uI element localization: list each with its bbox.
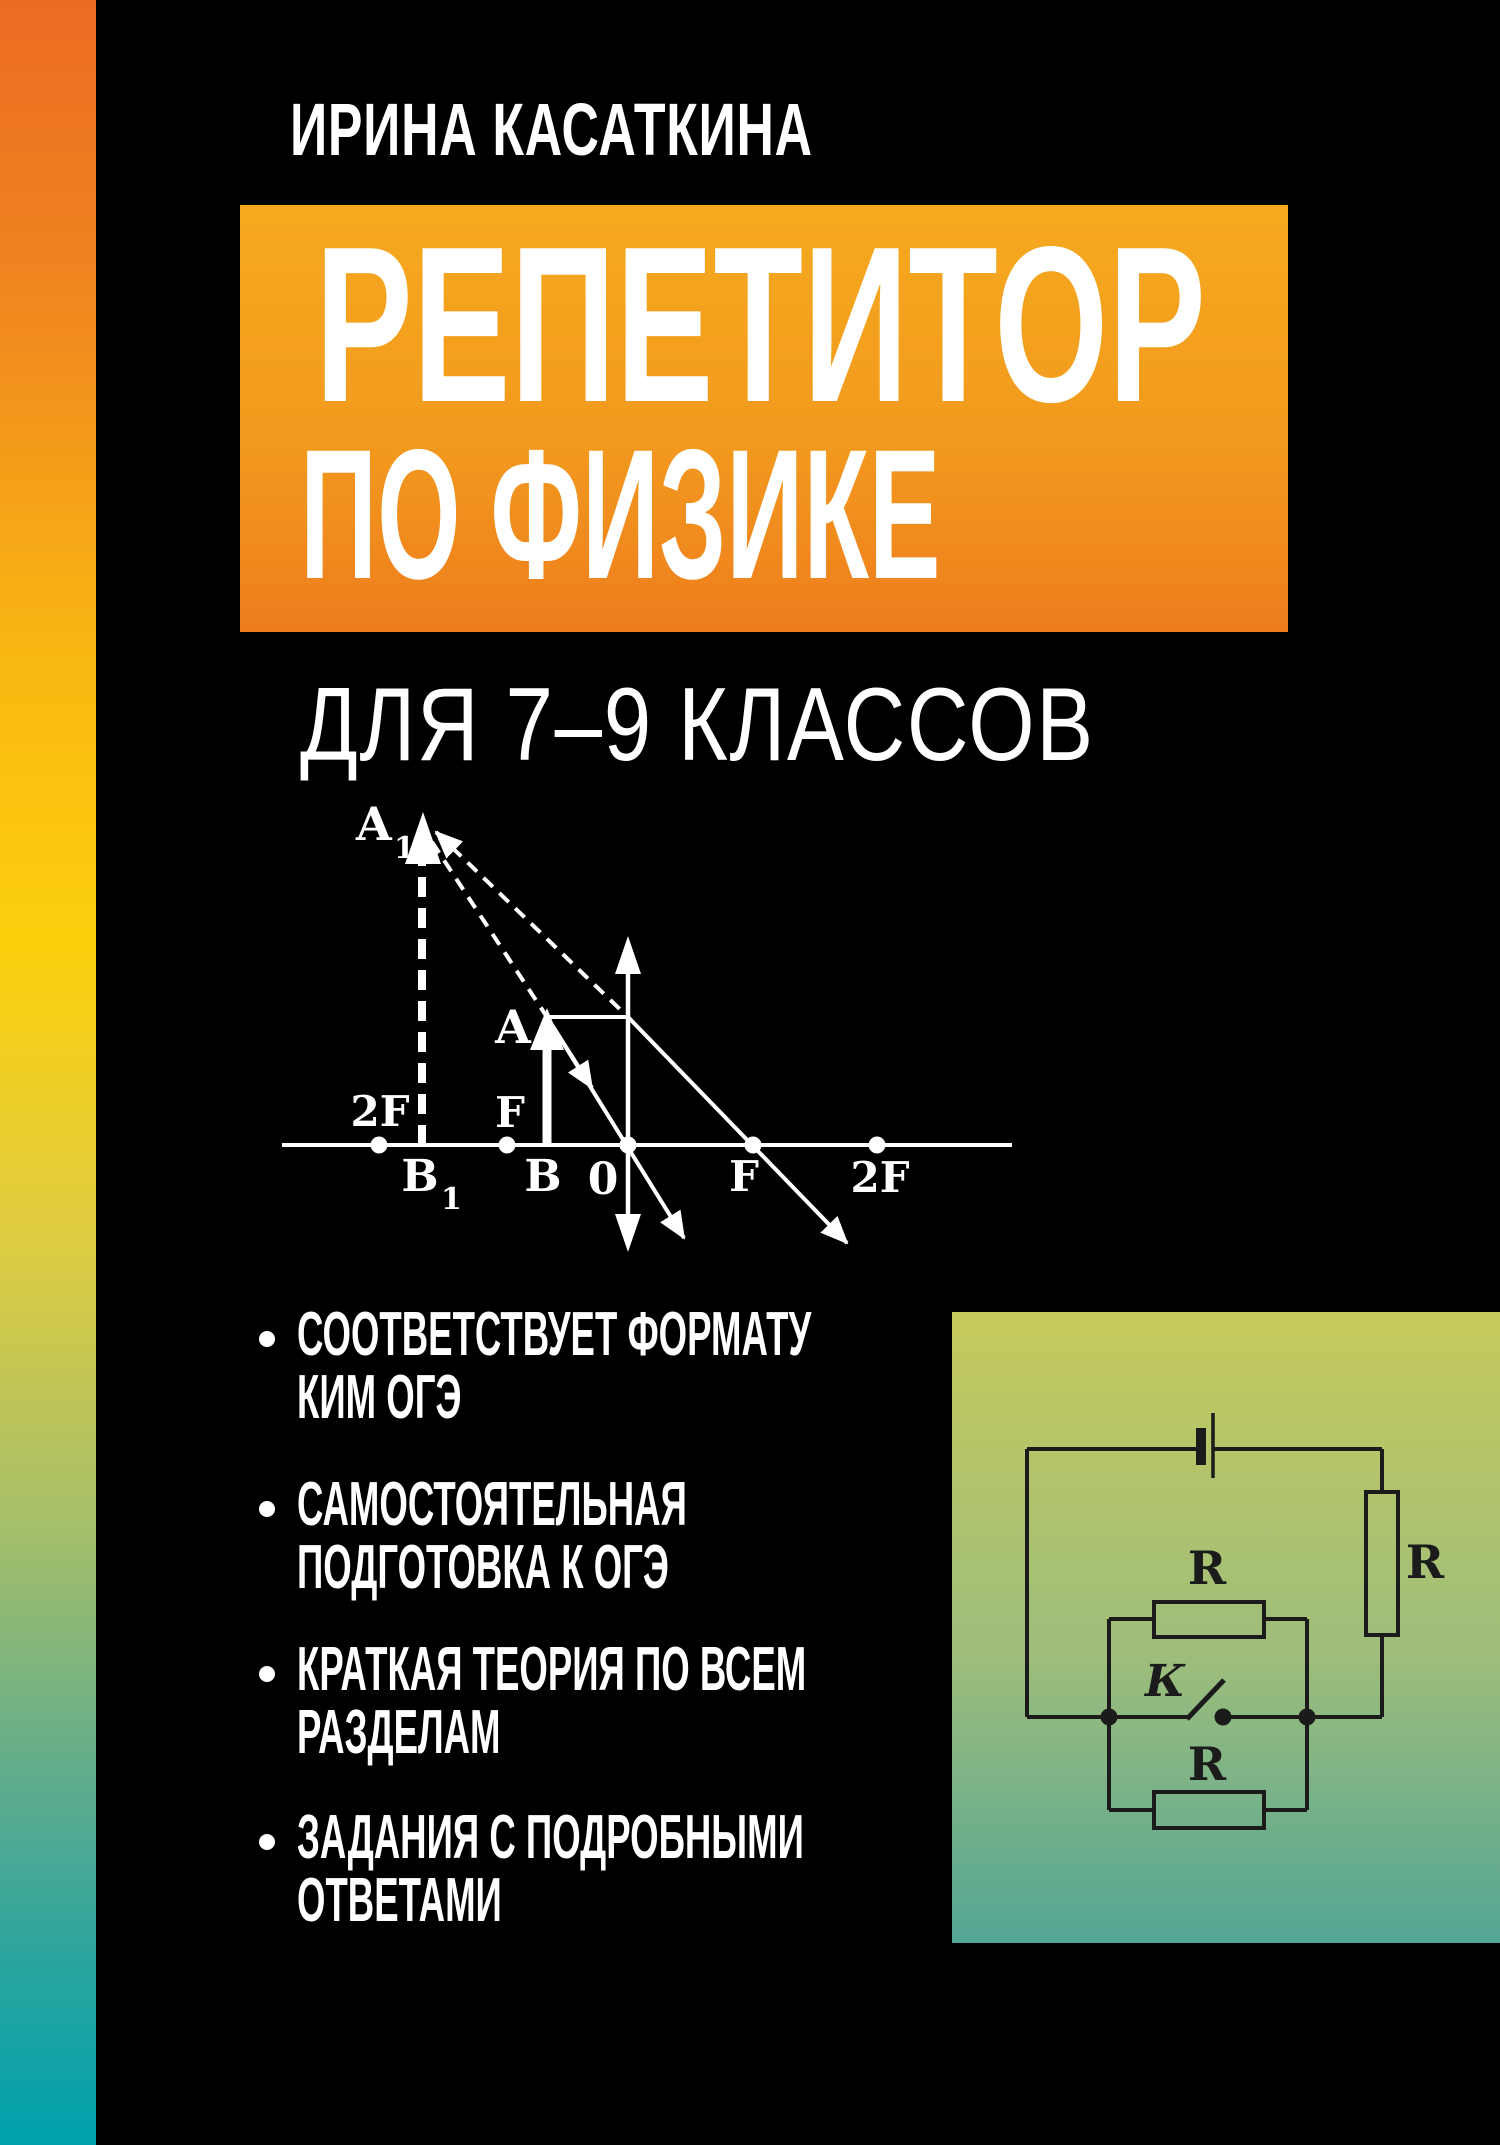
point-2f-left — [371, 1137, 388, 1154]
point-f-left — [499, 1137, 516, 1154]
bullet-dot — [259, 1666, 275, 1682]
object-arrowhead — [530, 1008, 564, 1050]
virtual-ray-to-object — [432, 842, 547, 1017]
bullet-text: КРАТКАЯ ТЕОРИЯ ПО ВСЕМ РАЗДЕЛАМ — [297, 1635, 807, 1767]
lens-bottom-arrowhead — [615, 1214, 641, 1252]
resistor-top — [1154, 1602, 1264, 1637]
node-left — [1101, 1709, 1118, 1726]
label-resistor-top: R — [1187, 1541, 1227, 1595]
label-switch: К — [1144, 1656, 1186, 1707]
virtual-ray-to-lens — [436, 832, 628, 1017]
point-lens-center — [620, 1137, 637, 1154]
circuit-diagram — [952, 1312, 1500, 1943]
title-box — [240, 201, 1288, 632]
label-b1: B — [401, 1151, 439, 1202]
lens-ray-diagram — [250, 780, 1050, 1280]
book-title-line1: РЕПЕТИТОР — [315, 201, 1206, 449]
bullet-dot — [259, 1331, 275, 1347]
label-b: B — [524, 1151, 562, 1202]
label-f-right: F — [729, 1152, 759, 1201]
bullet-dot — [259, 1834, 275, 1850]
switch-contact — [1215, 1709, 1232, 1726]
label-b1-sub: 1 — [441, 1182, 462, 1217]
label-2f-right: 2F — [850, 1153, 910, 1202]
bullet-text: САМОСТОЯТЕЛЬНАЯ ПОДГОТОВКА К ОГЭ — [297, 1470, 687, 1602]
resistor-bottom — [1154, 1792, 1264, 1828]
label-a1-sub: 1 — [394, 831, 415, 866]
label-resistor-bottom: R — [1187, 1737, 1227, 1791]
lens-top-arrowhead — [615, 936, 641, 974]
label-resistor-right: R — [1405, 1535, 1445, 1589]
bullet-dot — [259, 1501, 275, 1517]
bullet-text: ЗАДАНИЯ С ПОДРОБНЫМИ ОТВЕТАМИ — [297, 1803, 804, 1935]
point-f-right — [745, 1137, 762, 1154]
central-ray-mid-arrow — [552, 1025, 592, 1088]
bullet-text: СООТВЕТСТВУЕТ ФОРМАТУ КИМ ОГЭ — [297, 1300, 812, 1432]
book-subtitle: ДЛЯ 7–9 КЛАССОВ — [300, 667, 1095, 783]
circuit-panel — [952, 1312, 1500, 1943]
label-2f-left: 2F — [350, 1087, 410, 1136]
node-right — [1299, 1709, 1316, 1726]
label-f-left: F — [495, 1088, 525, 1137]
author-name: ИРИНА КАСАТКИНА — [290, 88, 813, 171]
point-2f-right — [869, 1137, 886, 1154]
book-title-line2: ПО ФИЗИКЕ — [300, 412, 941, 618]
spine-gradient-strip — [0, 0, 96, 2145]
label-a1: A — [356, 797, 392, 851]
resistor-right — [1366, 1492, 1398, 1635]
label-a: A — [495, 1000, 531, 1054]
refracted-ray — [628, 1017, 847, 1243]
label-zero: 0 — [587, 1154, 619, 1205]
